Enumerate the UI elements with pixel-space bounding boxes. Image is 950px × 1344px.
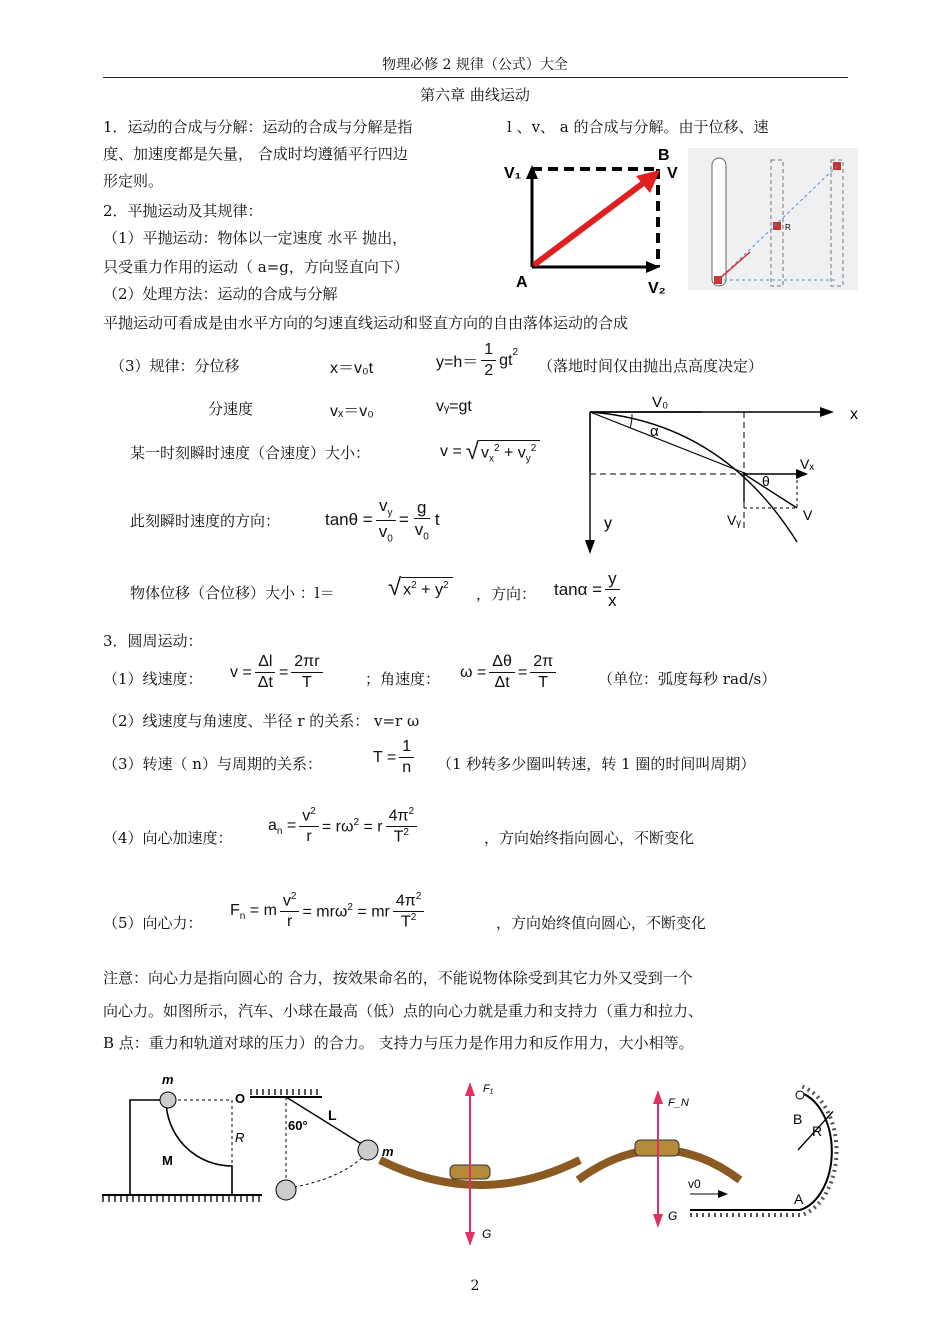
vy-equation: vᵧ=gt	[436, 398, 472, 415]
angular-velocity-eq: ω = $\frac{\Delta\theta}{\Delta t}$ = $\frac{2\pi}{T}$	[460, 652, 559, 693]
proj-vx-label: Vₓ	[800, 456, 814, 472]
s3-l5: （5）向心力：	[103, 914, 203, 932]
vec-b-label: B	[658, 147, 670, 164]
inst-label: 某一时刻瞬时速度（合速度）大小：	[130, 444, 371, 462]
s2-p3: （2）处理方法：运动的合成与分解	[103, 285, 338, 303]
s3-l1-mid: ；角速度：	[365, 670, 441, 688]
s3-l1: （1）线速度：	[103, 670, 203, 688]
v-label: 分速度	[208, 400, 254, 418]
vec-v-label: V	[667, 165, 678, 182]
s2-title: 2．平抛运动及其规律：	[103, 202, 263, 220]
proj-theta-label: θ	[762, 473, 770, 489]
s1-line1: 1．运动的合成与分解：运动的合成与分解是指	[103, 118, 413, 136]
vec-v2-label: V₂	[648, 280, 666, 295]
vec-a-label: A	[516, 274, 528, 291]
s3-l4: （4）向心加速度：	[103, 829, 233, 847]
vector-diagram	[500, 145, 685, 295]
disp-eq: √ $x^2 + y^2$	[388, 574, 453, 602]
v-magnitude-eq: v = √ $v_x^2 + v_y^2$	[440, 438, 540, 466]
pend-m-label: m	[382, 1144, 394, 1159]
s3-l3-note: （1 秒转多少圈叫转速，转 1 圈的时间叫周期）	[437, 755, 756, 773]
proj-v0-label: V₀	[652, 394, 669, 411]
s1-line2: 度、加速度都是矢量， 合成时均遵循平行四边	[103, 145, 408, 163]
block-m-label: m	[162, 1072, 174, 1087]
tube-r-label: R	[785, 223, 791, 232]
tan-theta-eq: tanθ = $\frac{v_y}{v_0}$ = $\frac{g}{v_0}$ t	[325, 496, 440, 545]
s2-p2: 只受重力作用的运动（ a=g，方向竖直向下）	[103, 258, 409, 276]
track-b-label: B	[793, 1111, 803, 1127]
vx-equation: vₓ＝v₀	[330, 403, 374, 420]
s2-p1: （1）平抛运动：物体以一定速度 水平 抛出，	[103, 229, 408, 247]
s2-p4: 平抛运动可看成是由水平方向的匀速直线运动和竖直方向的自由落体运动的合成	[103, 314, 629, 332]
car2-fn-label: F_N	[668, 1097, 689, 1109]
gt-term: gt	[499, 351, 513, 369]
note-line1: 注意：向心力是指向圆心的 合力，按效果命名的，不能说物体除受到其它力外又受到一个	[103, 969, 693, 987]
tan-alpha-prefix: tanα =	[554, 579, 603, 599]
s3-l3: （3）转速（ n）与周期的关系：	[103, 755, 322, 773]
half-num: 1	[481, 340, 496, 361]
proj-alpha-label: α	[650, 423, 659, 440]
y-eq-prefix: y=h＝	[436, 354, 479, 371]
header-rule	[103, 77, 848, 78]
block-o-label: O	[235, 1091, 246, 1106]
vec-v1-label: V₁	[504, 165, 522, 182]
disp-dir: ，方向：	[476, 585, 537, 603]
v-eq-prefix: v =	[440, 443, 462, 460]
linear-velocity-eq: v = $\frac{\Delta l}{\Delta t}$ = $\frac{2\pi r}{T}$	[230, 652, 326, 693]
block-r-label: R	[235, 1130, 245, 1145]
track-v0-label: v0	[688, 1177, 701, 1191]
s3-title: 3．圆周运动：	[103, 632, 203, 650]
disp-label: 物体位移（合位移）大小 ：l＝	[130, 584, 335, 602]
proj-x-label: x	[850, 406, 858, 423]
proj-v-label: V	[803, 507, 813, 523]
period-eq: T = $\frac{1}{n}$	[373, 737, 417, 778]
projectile-diagram	[572, 392, 872, 557]
tan-theta-prefix: tanθ =	[325, 510, 373, 530]
s1-line3: 形定则。	[103, 172, 164, 190]
centripetal-force-eq: $F_n = m$ $\frac{v^2}{r}$ = mrω$^2$ = mr $\frac{4\pi^2}{T^2}$	[230, 891, 427, 933]
s3-l4-note: ，方向始终指向圆心，不断变化	[484, 829, 695, 847]
tube-photo	[688, 148, 858, 290]
bottom-figures	[100, 1070, 870, 1250]
block-bigm-label: M	[162, 1153, 173, 1168]
x-equation: x＝v₀t	[330, 360, 374, 377]
centripetal-accel-eq: $a_n$ = $\frac{v^2}{r}$ = $r\omega^2 = r$ $\frac{4\pi^2}{T^2}$	[268, 806, 420, 848]
tan-alpha-eq: tanα = $\frac{y}{x}$	[554, 568, 623, 612]
pend-l-label: L	[328, 1107, 337, 1123]
page-number: 2	[470, 1278, 480, 1294]
car2-g-label: G	[668, 1209, 678, 1223]
track-a-label: A	[794, 1191, 804, 1207]
car1-g-label: G	[482, 1227, 492, 1241]
pend-angle-label: 60°	[288, 1118, 308, 1133]
s3-l2: （2）线速度与角速度、半径 r 的关系： v=r ω	[103, 712, 420, 730]
note-line3: B 点：重力和轨道对球的压力）的合力。 支持力与压力是作用力和反作用力，大小相等。	[103, 1034, 694, 1052]
dir-label: 此刻瞬时速度的方向：	[130, 512, 281, 530]
chapter-title: 第六章 曲线运动	[420, 86, 530, 104]
y-note: （落地时间仅由抛出点高度决定）	[538, 357, 764, 375]
proj-vy-label: Vᵧ	[727, 512, 741, 528]
s1-line1b: l 、v、 a 的合成与分解。由于位移、速	[507, 118, 769, 136]
y-equation: y=h＝ $\frac{1}{2}$ gt $^2$	[436, 341, 519, 379]
track-r-label: R	[812, 1123, 823, 1139]
half-den: 2	[484, 362, 494, 379]
s3-l5-note: ，方向始终值向圆心，不断变化	[496, 914, 707, 932]
note-line2: 向心力。如图所示，汽车、小球在最高（低）点的向心力就是重力和支持力（重力和拉力、	[103, 1002, 704, 1020]
page-header: 物理必修 2 规律（公式）大全	[382, 57, 568, 73]
rule-label: （3）规律：分位移	[110, 357, 240, 375]
s3-l1-unit: （单位：弧度每秒 rad/s）	[598, 670, 777, 688]
car1-f-label: F₁	[483, 1083, 494, 1095]
proj-y-label: y	[604, 515, 612, 532]
